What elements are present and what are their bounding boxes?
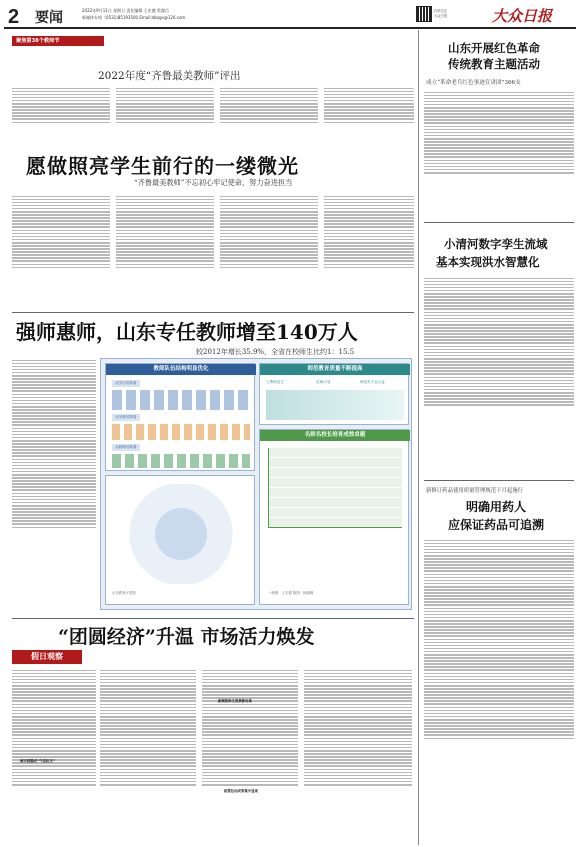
right-stat-3: 师范类专业认证 xyxy=(360,380,386,384)
panel-left-title: 教师队伍结构明显优化 xyxy=(106,364,256,375)
infographic-panel-right xyxy=(259,363,409,425)
right-stat-2: 优师计划 xyxy=(316,380,331,384)
right-story2-body xyxy=(424,276,574,474)
infographic-panel-bottom xyxy=(259,429,409,605)
right-stat-graphic xyxy=(266,390,404,420)
lead-text-col-1 xyxy=(12,86,110,146)
economy-section-c: 政策拉动成果集中显现 xyxy=(224,789,258,793)
economy-col-2 xyxy=(100,668,196,844)
economy-col-1 xyxy=(12,668,96,844)
infographic-panel-bottom-left xyxy=(105,475,255,605)
right-story1-headline-1: 山东开展红色革命 xyxy=(448,41,540,55)
right-story2-headline-2: 基本实现洪水智慧化 xyxy=(436,255,540,269)
right-story3-headline-2: 应保证药品可追溯 xyxy=(448,518,545,532)
infographic xyxy=(100,358,412,610)
lead-text-col-2 xyxy=(116,86,214,146)
panel-right-title: 师范教育质量不断提高 xyxy=(260,364,410,375)
bottom-left-graphic xyxy=(112,484,250,584)
right-story2-headline-1: 小清河数字孪生流域 xyxy=(444,237,548,251)
infographic-panel-left xyxy=(105,363,255,471)
stat-bars-age xyxy=(112,424,250,440)
stat-bars-title xyxy=(112,454,250,468)
bottom-chart xyxy=(268,448,402,528)
teacher-subheadline: 较2012年增长35.9%，全省在校师生比约1：15.5 xyxy=(196,348,355,356)
lead-subheadline: “齐鲁最美教师”不忘初心牢记使命，努力奋进担当 xyxy=(134,178,293,187)
teacher-text-col xyxy=(12,358,96,613)
lead-body-col-4 xyxy=(324,194,414,304)
holiday-logo xyxy=(12,650,82,664)
lead-headline: 愿做照亮学生前行的一缕微光 xyxy=(26,154,299,178)
right-stat-1: 公费师范生 xyxy=(266,380,284,384)
lead-kicker: 2022年度“齐鲁最美教师”评出 xyxy=(98,70,241,82)
series-tag xyxy=(12,36,104,46)
teacher-headline: 强师惠师，山东专任教师增至140万人 xyxy=(16,320,358,344)
panel-bottom-title: 名师名校长培育成效卓越 xyxy=(260,430,410,441)
right-story1-body xyxy=(424,90,574,214)
stat-label-age: 从年龄结构看 xyxy=(112,414,140,421)
right-story3-kicker: 新修订药品使用质量管理规范下月起施行 xyxy=(426,488,524,494)
lead-text-col-4 xyxy=(324,86,414,146)
lead-body-col-2 xyxy=(116,194,214,304)
economy-section-a: 城市商圈成“气氛担当” xyxy=(20,759,55,763)
date-line: 2022年9月11日 星期日 责任编辑 王宏德 常露巧 xyxy=(82,8,169,13)
economy-col-3 xyxy=(202,668,298,844)
section-title: 要闻 xyxy=(35,10,63,26)
stat-bars-education xyxy=(112,390,250,410)
economy-headline: “团圆经济”升温 市场活力焕发 xyxy=(58,626,315,648)
qr-caption: 扫码关注 大众日报 xyxy=(434,9,448,18)
left-caption: 山东教育厅供图 xyxy=(112,591,136,595)
lead-body-col-1 xyxy=(12,194,110,304)
qr-code xyxy=(416,6,432,22)
contact-line: 新媒体专线（0531)85193500 Email:dbsgx@126.com xyxy=(82,15,186,20)
holiday-logo-label: 假日观察 xyxy=(31,652,63,661)
lead-body-col-3 xyxy=(220,194,318,304)
right-story3-body xyxy=(424,538,574,844)
stat-label-title: 从职称结构看 xyxy=(112,444,140,451)
economy-col-4 xyxy=(304,668,412,844)
page-number: 2 xyxy=(8,6,20,28)
paper-logo: 大众日报 xyxy=(492,7,553,25)
right-story1-headline-2: 传统教育主题活动 xyxy=(448,57,540,71)
right-story1-sub: 成立“革命老兵红色事迹宣讲团”366支 xyxy=(426,80,521,86)
economy-section-b: 新潮派推生消费新场景 xyxy=(218,699,252,703)
right-story3-headline-1: 明确用药人 xyxy=(466,500,527,514)
lead-text-col-3 xyxy=(220,86,318,146)
stat-label-education: 从学历结构看 xyxy=(112,380,140,387)
series-tag-label: 聚焦第38个教师节 xyxy=(16,38,60,44)
bottom-caption: 一制图：王宏德 制图：杨晓琳 xyxy=(268,591,314,595)
